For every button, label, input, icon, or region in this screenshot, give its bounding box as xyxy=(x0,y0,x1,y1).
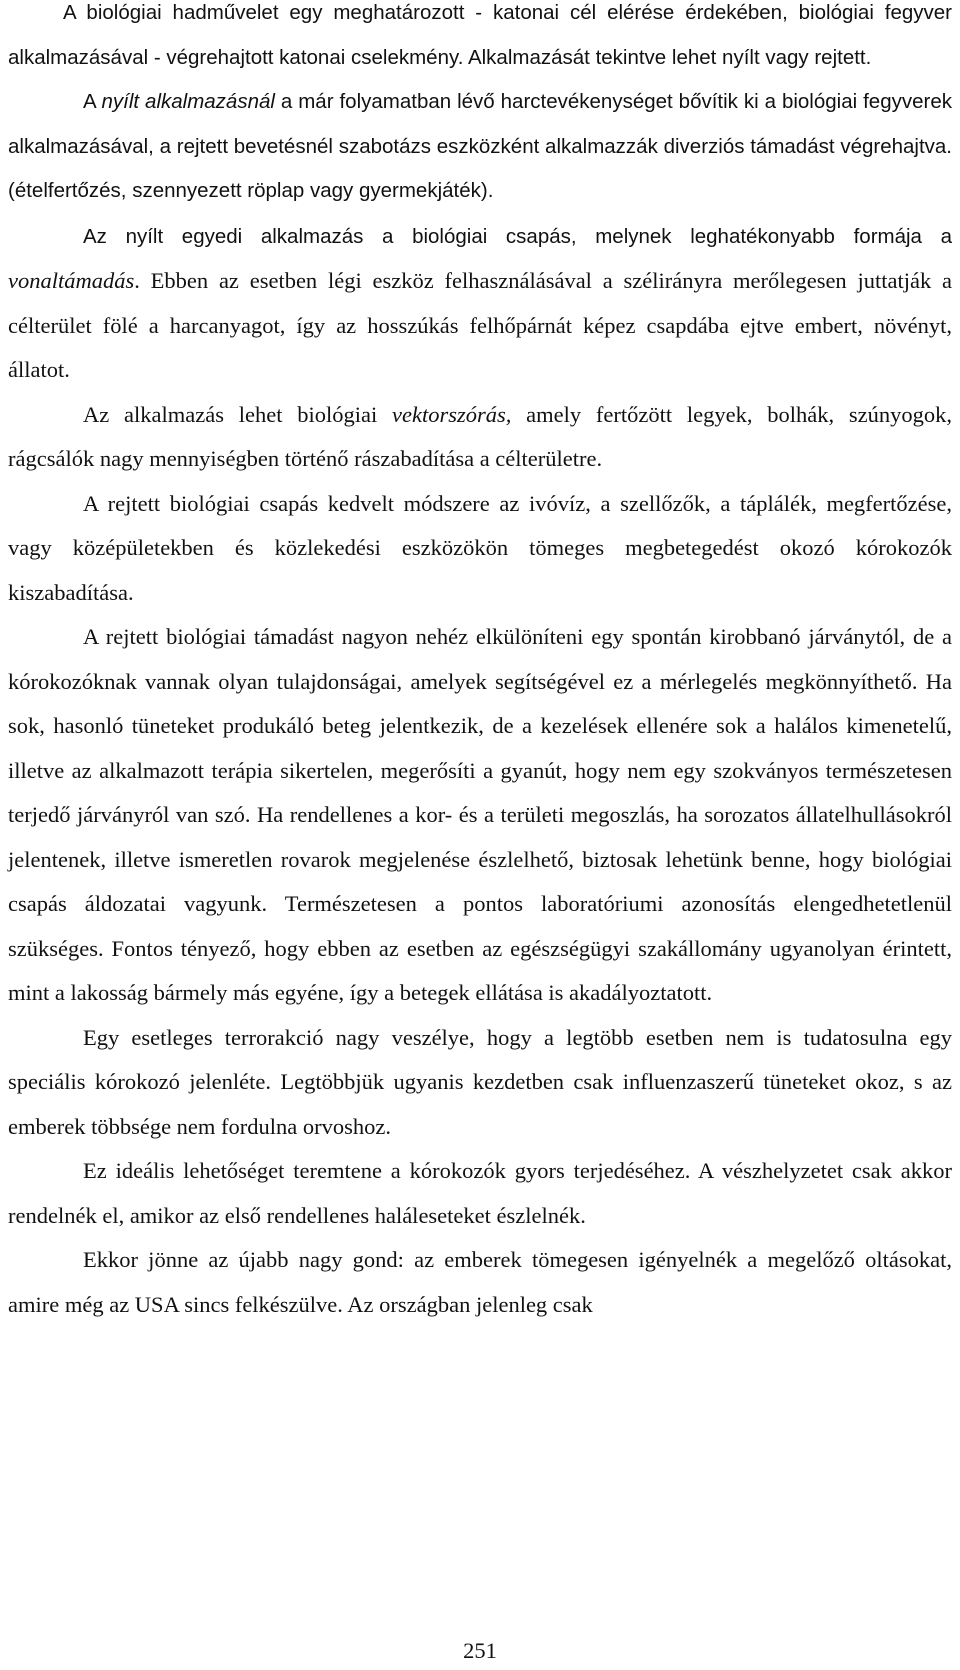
paragraph-5-text: A rejtett biológiai csapás kedvelt módszere az ivóvíz, a szellőzők, a táplálék, megfertőzése, vagy középületekben és közlekedési eszközökön tömeges megbetegedést okozó kórokozók kiszabadítása. xyxy=(8,490,952,605)
paragraph-3-text-start: Az nyílt egyedi alkalmazás a biológiai csapás, melynek leghatékonyabb formája a xyxy=(83,224,952,248)
paragraph-6-text: A rejtett biológiai támadást nagyon nehéz elkülöníteni egy spontán kirobbanó járványtól, de a kórokozóknak vannak olyan tulajdonságai, amelyek segítségével ez a mérlegelés megkönnyíthető. Ha sok, hasonló tüneteket produkáló beteg jelentkezik, de a kezelések ellenére sok a halálos kimenetelű, illetve az alkalmazott terápia sikertelen, megerősíti a gyanút, hogy nem egy szokványos természetesen terjedő járványról van szó. Ha rendellenes a kor- és a területi megoszlás, ha sorozatos állatelhullásokról jelentenek, illetve ismeretlen rovarok megjelenése észlelhető, biztosak lehetünk benne, hogy biológiai csapás áldozatai vagyunk. Természetesen a pontos laboratóriumi azonosítás elengedhetetlenül szükséges. Fontos tényező, hogy ebben az esetben az egészségügyi szakállomány ugyanolyan érintett, mint a lakosság bármely más egyéne, így a betegek ellátása is akadályoztatott. xyxy=(8,624,952,1005)
paragraph-4-emphasis: vektorszórás, xyxy=(391,401,512,427)
paragraph-7-text: Egy esetleges terrorakció nagy veszélye, hogy a legtöbb esetben nem is tudatosulna egy speciális kórokozó jelenléte. Legtöbbjük ugyanis kezdetben csak influenzaszerű tüneteket okoz, s az emberek többsége nem fordulna orvoshoz. xyxy=(8,1024,952,1139)
paragraph-3-text-end: . Ebben az esetben légi eszköz felhasználásával a szélirányra merőlegesen juttatják a célterület fölé a harcanyagot, így az hosszúkás felhőpárnát képez csapdába ejtve embert, növényt, állatot. xyxy=(8,268,952,382)
paragraph-1 xyxy=(8,0,952,80)
paragraph-3-emphasis: vonaltámadás xyxy=(8,268,135,293)
paragraph-1-text: A biológiai hadművelet egy meghatározott - katonai cél elérése érdekében, biológiai fegyver alkalmazásával - végrehajtott katonai cselekmény. Alkalmazását tekintve lehet nyílt vagy rejtett. xyxy=(8,1,952,69)
paragraph-8 xyxy=(8,1149,952,1238)
paragraph-6 xyxy=(8,615,952,1016)
paragraph-5 xyxy=(8,482,952,616)
paragraph-9 xyxy=(8,1238,952,1327)
paragraph-9-text: Ekkor jönne az újabb nagy gond: az emberek tömegesen igényelnék a megelőző oltásokat, amire még az USA sincs felkészülve. Az országban jelenleg csak xyxy=(8,1247,952,1317)
paragraph-7 xyxy=(8,1016,952,1150)
paragraph-4-text-end: amely fertőzött legyek, bolhák, szúnyogok, rágcsálók nagy mennyiségben történő rászabadítása a célterületre. xyxy=(8,401,952,471)
paragraph-2-text-end: a már folyamatban lévő harctevékenységet bővítik ki a biológiai fegyverek alkalmazásával, a rejtett bevetésnél szabotázs eszközként alkalmazzák diverziós támadást végrehajtva.(ételfertőzés, szennyezett röplap vagy gyermekjáték). xyxy=(8,90,952,202)
paragraph-4 xyxy=(8,393,952,482)
paragraph-4-text-start: Az alkalmazás lehet biológiai xyxy=(83,401,392,427)
paragraph-3 xyxy=(8,214,952,393)
paragraph-2 xyxy=(8,80,952,214)
paragraph-2-text-start: A xyxy=(83,90,102,113)
paragraph-2-emphasis: nyílt alkalmazásnál xyxy=(101,90,275,113)
paragraph-8-text: Ez ideális lehetőséget teremtene a kórokozók gyors terjedéséhez. A vészhelyzetet csak akkor rendelnék el, amikor az első rendellenes haláleseteket észlelnék. xyxy=(8,1158,952,1228)
page-number: 251 xyxy=(463,1638,497,1663)
